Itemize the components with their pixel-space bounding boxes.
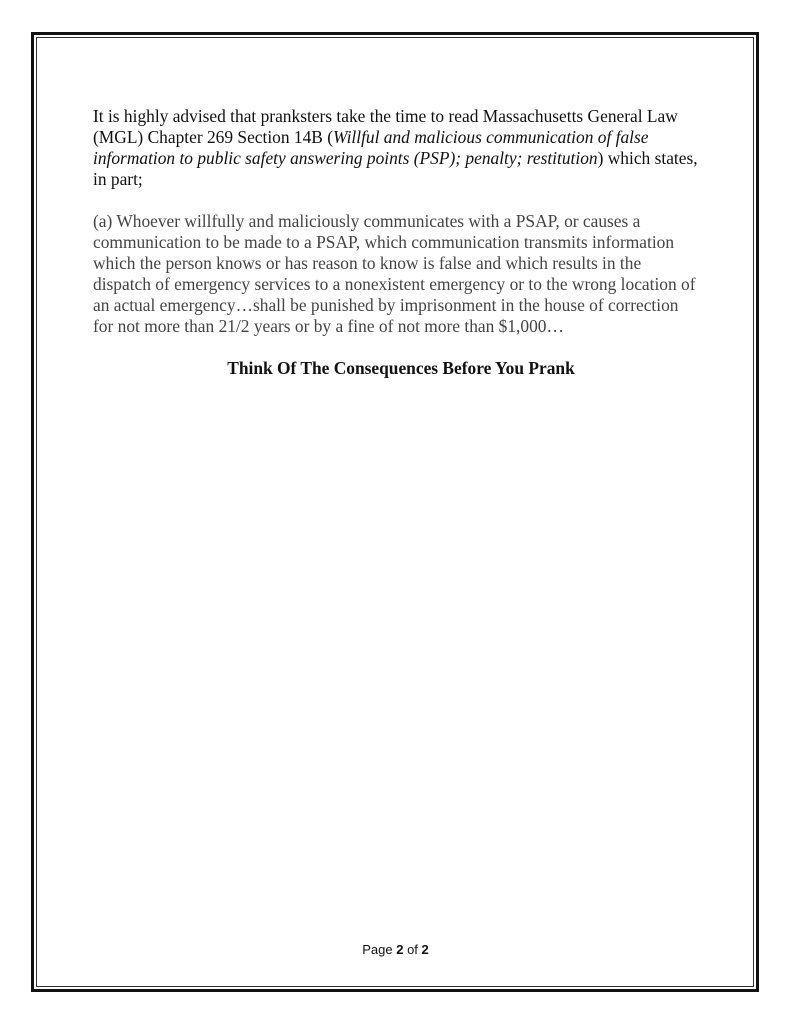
intro-paragraph (93, 106, 703, 190)
page-of-label: of (403, 942, 422, 957)
page-footer (0, 942, 791, 957)
intro-text-start: It is highly advised that pranksters take the time to read Massachusetts General Law (MGL) Chapter 269 Section 14B ( (93, 106, 678, 147)
statute-quote: (a) Whoever willfully and maliciously communicates with a PSAP, or causes a communication to be made to a PSAP, which communication transmits information which the person knows or has reason to know is false and which results in the dispatch of emergency services to a nonexistent emergency or to the wrong location of an actual emergency…shall be punished by imprisonment in the house of correction for not more than 21/2 years or by a fine of not more than $1,000… (93, 211, 696, 336)
intro-text-end: ) which states, in part; (93, 148, 698, 189)
document-body (93, 106, 703, 379)
total-page-number: 2 (421, 942, 429, 957)
current-page-number: 2 (396, 942, 404, 957)
statute-title: Willful and malicious communication of false information to public safety answering points (PSP); penalty; restitution (93, 127, 649, 168)
page-label: Page (362, 942, 397, 957)
closing-heading: Think Of The Consequences Before You Prank (227, 358, 575, 378)
